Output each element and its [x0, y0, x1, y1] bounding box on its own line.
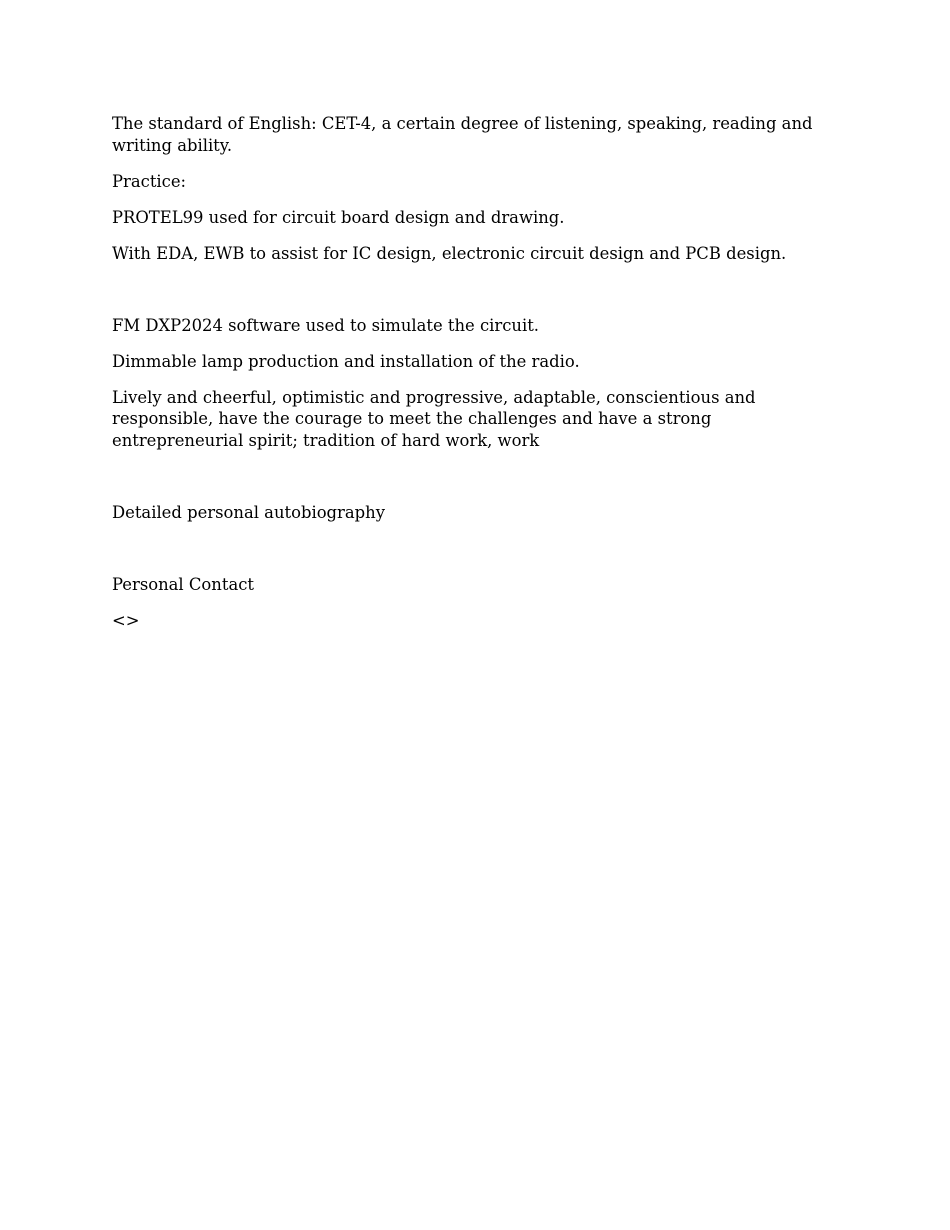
autobiography-heading: Detailed personal autobiography [112, 503, 385, 523]
personal-contact-heading: Personal Contact [112, 575, 254, 595]
radio-paragraph: Dimmable lamp production and installation of the radio. [112, 351, 580, 371]
english-standard-paragraph: The standard of English: CET-4, a certain degree of listening, speaking, reading and writing ability. [112, 114, 813, 155]
document-body [112, 113, 838, 646]
protel-paragraph: PROTEL99 used for circuit board design and drawing. [112, 207, 565, 227]
personality-paragraph: Lively and cheerful, optimistic and progressive, adaptable, conscientious and responsible, have the courage to meet the challenges and have a strong entrepreneurial spirit; tradition of hard work, work [112, 387, 756, 451]
contact-placeholder: <> [112, 611, 140, 631]
blank-line [112, 279, 838, 301]
dxp-paragraph: FM DXP2024 software used to simulate the circuit. [112, 315, 539, 335]
eda-paragraph: With EDA, EWB to assist for IC design, electronic circuit design and PCB design. [112, 243, 787, 263]
blank-line [112, 466, 838, 488]
practice-heading: Practice: [112, 171, 187, 191]
blank-line [112, 538, 838, 560]
